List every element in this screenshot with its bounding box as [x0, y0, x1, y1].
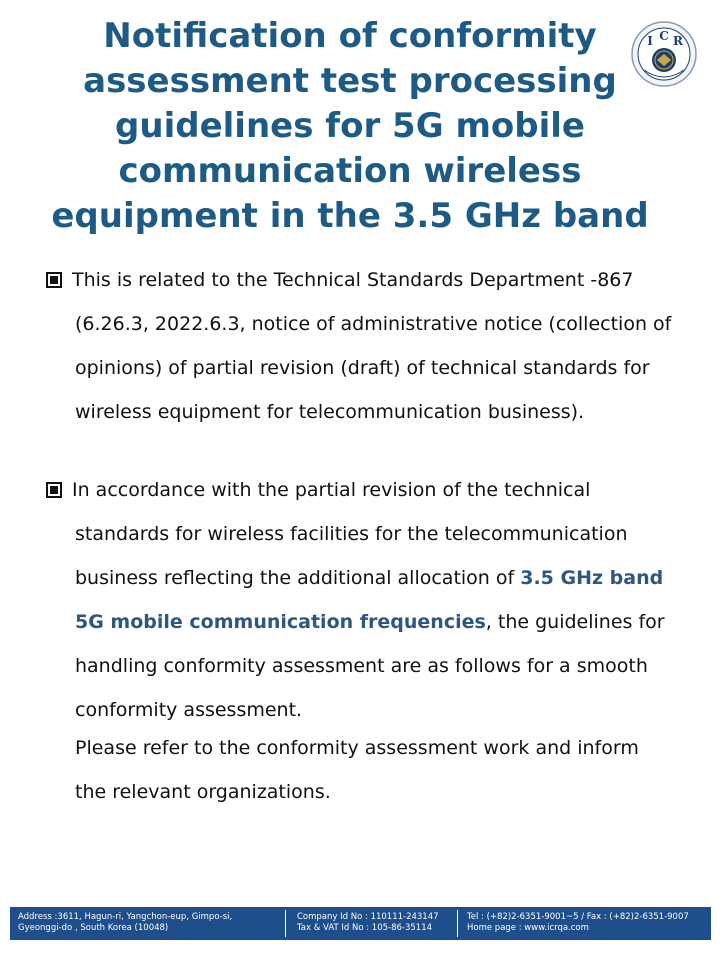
square-bullet-icon: [46, 482, 62, 498]
paragraph-2-line: [46, 608, 686, 652]
highlight-band: 3.5 GHz band: [520, 567, 664, 589]
tel-fax: Tel : (+82)2-6351-9001~5 / Fax : (+82)2-6351-9007: [467, 912, 689, 922]
paragraph-1: [46, 266, 686, 442]
company-id: Company Id No : 110111-243147: [297, 912, 439, 922]
paragraph-2-line: the relevant organizations.: [75, 781, 331, 803]
address-line: Address :3611, Hagun-ri, Yangchon-eup, Gimpo-si,: [18, 912, 233, 922]
paragraph-2-text: business reflecting the additional allocation of: [75, 567, 521, 589]
footer-divider: [285, 910, 286, 937]
highlight-frequencies: 5G mobile communication frequencies: [75, 611, 486, 633]
footer: [10, 907, 711, 940]
title-line: communication wireless: [118, 151, 582, 191]
footer-divider: [457, 910, 458, 937]
paragraph-2: [46, 476, 686, 822]
paragraph-2-line: handling conformity assessment are as follows for a smooth: [75, 655, 648, 677]
logo-letter: C: [659, 29, 669, 43]
title-line: equipment in the 3.5 GHz band: [51, 196, 649, 236]
homepage-link[interactable]: Home page : www.icrqa.com: [467, 923, 589, 933]
paragraph-1-line: opinions) of partial revision (draft) of technical standards for: [75, 357, 650, 379]
paragraph-2-text: , the guidelines for: [485, 611, 665, 633]
footer-company: [297, 912, 439, 934]
page-title: [30, 14, 670, 239]
tax-id: Tax & VAT Id No : 105-86-35114: [297, 923, 433, 933]
paragraph-2-line: [46, 564, 686, 608]
paragraph-1-line: This is related to the Technical Standards Department -867: [72, 269, 634, 291]
logo-letter: I: [647, 34, 653, 48]
title-line: assessment test processing: [83, 61, 617, 101]
paragraph-2-line: In accordance with the partial revision of the technical: [72, 479, 591, 501]
title-line: Notification of conformity: [103, 16, 597, 56]
title-line: guidelines for 5G mobile: [115, 106, 585, 146]
paragraph-1-line: wireless equipment for telecommunication business).: [75, 401, 585, 423]
paragraph-2-line: standards for wireless facilities for the telecommunication: [75, 523, 628, 545]
paragraph-1-line: (6.26.3, 2022.6.3, notice of administrative notice (collection of: [75, 313, 672, 335]
icr-logo-icon: [630, 20, 698, 88]
address-line: Gyeonggi-do , South Korea (10048): [18, 923, 169, 933]
paragraph-2-line: conformity assessment.: [75, 699, 303, 721]
footer-contact: [467, 912, 689, 934]
square-bullet-icon: [46, 272, 62, 288]
paragraph-2-line: Please refer to the conformity assessment work and inform: [75, 737, 639, 759]
logo-letter: R: [673, 34, 683, 48]
footer-address: [18, 912, 232, 934]
